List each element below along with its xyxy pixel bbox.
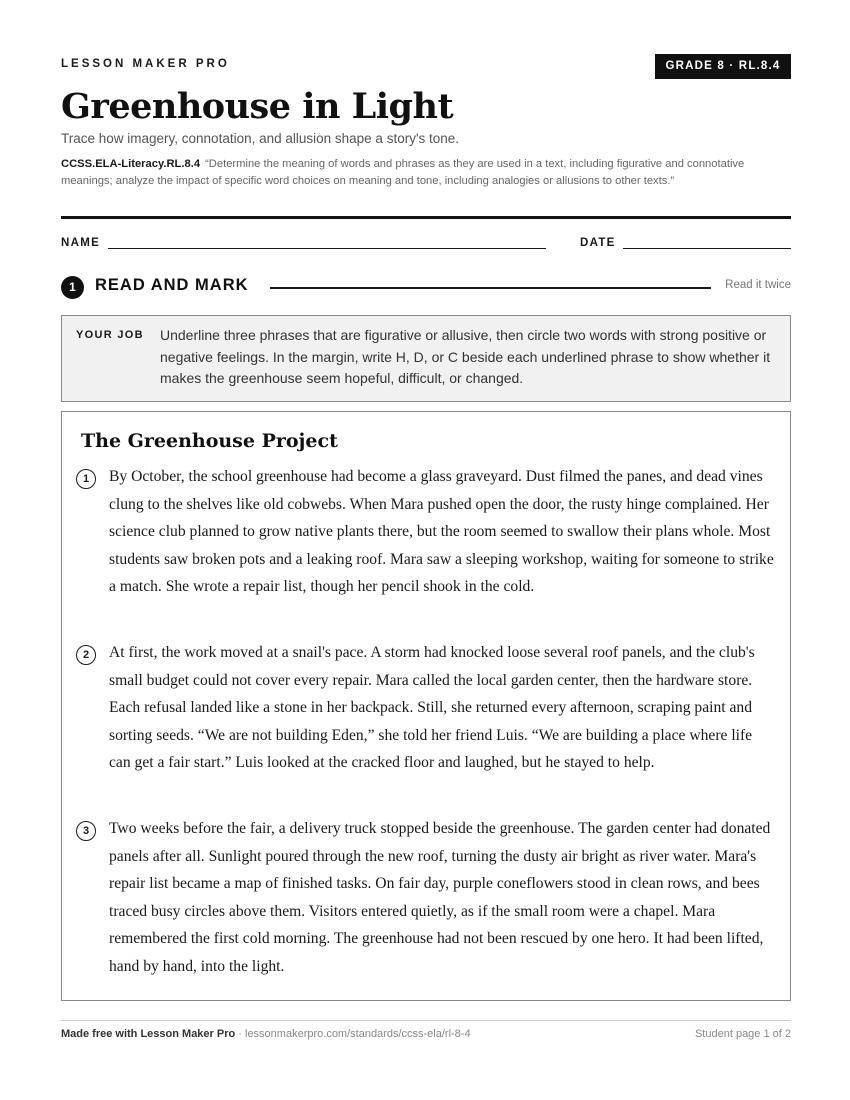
date-field[interactable] (623, 248, 791, 249)
paragraph-number: 3 (76, 821, 96, 841)
header-divider (61, 216, 791, 219)
page-subtitle: Trace how imagery, connotation, and allusion shape a story's tone. (61, 131, 460, 146)
instructions-box (61, 315, 791, 402)
paragraph-text: Two weeks before the fair, a delivery truck stopped beside the greenhouse. The garden center had donated panels after all. Sunlight poured through the new roof, turning the dusty air bright as river water. Mara's repair list became a map of finished tasks. On fair day, purple coneflowers stood in clean rows, and bees traced busy circles above them. Visitors entered quietly, as if the small room were a chapel. Mara remembered the first cold morning. The greenhouse had not been rescued by one hero. It had been lifted, hand by hand, into the light. (109, 820, 771, 975)
name-field[interactable] (108, 248, 546, 249)
instructions-label: YOUR JOB (76, 329, 144, 341)
brand-name: LESSON MAKER PRO (61, 58, 230, 70)
footer-page-info: Student page 1 of 2 (694, 1028, 791, 1040)
reading-passage (61, 411, 791, 1001)
paragraph-number: 2 (76, 645, 96, 665)
footer-credit (61, 1028, 471, 1040)
name-label: NAME (61, 237, 101, 249)
section-divider (270, 287, 711, 289)
paragraph-text: By October, the school greenhouse had become a glass graveyard. Dust filmed the panes, and dead vines clung to the shelves like old cobwebs. When Mara pushed open the door, the rusty hinge complained. Her science club planned to grow native plants there, but the room seemed to swallow their plans whole. Most students saw broken pots and a leaking roof. Mara saw a sleeping workshop, waiting for someone to strike a match. She wrote a repair list, though her pencil shook in the cold. (109, 468, 774, 595)
worksheet-page (61, 0, 791, 1100)
footer-url[interactable]: lessonmakerpro.com/standards/ccss-ela/rl-8-4 (245, 1028, 471, 1040)
footer-made-with: Made free with Lesson Maker Pro (61, 1028, 236, 1040)
paragraph-number: 1 (76, 469, 96, 489)
footer-separator: · (235, 1028, 245, 1040)
section-number-badge: 1 (61, 276, 84, 299)
standard-code: CCSS.ELA-Literacy.RL.8.4 (61, 158, 201, 170)
date-label: DATE (580, 237, 616, 249)
standard-text: “Determine the meaning of words and phrases as they are used in a text, including figurative and connotative meanings; analyze the impact of specific word choices on meaning and tone, including analogies or allusions to other texts.” (61, 158, 745, 187)
passage-title: The Greenhouse Project (81, 430, 338, 452)
footer-divider (61, 1020, 791, 1021)
standard-description (61, 156, 777, 189)
section-title: READ AND MARK (95, 276, 249, 294)
page-title: Greenhouse in Light (61, 86, 454, 127)
paragraph-text: At first, the work moved at a snail's pace. A storm had knocked loose several roof panels, and the club's small budget could not cover every repair. Mara called the local garden center, then the hardware store. Each refusal landed like a stone in her backpack. Still, she returned every afternoon, scraping paint and sorting seeds. “We are not building Eden,” she told her friend Luis. “We are building a place where life can get a fair start.” Luis looked at the cracked floor and laughed, but he stayed to help. (109, 644, 755, 771)
instructions-text: Underline three phrases that are figurative or allusive, then circle two words with strong positive or negative feelings. In the margin, write H, D, or C beside each underlined phrase to show whether it makes the greenhouse seem hopeful, difficult, or changed. (160, 327, 771, 386)
section-note: Read it twice (725, 279, 791, 291)
grade-badge: GRADE 8 · RL.8.4 (655, 54, 791, 79)
